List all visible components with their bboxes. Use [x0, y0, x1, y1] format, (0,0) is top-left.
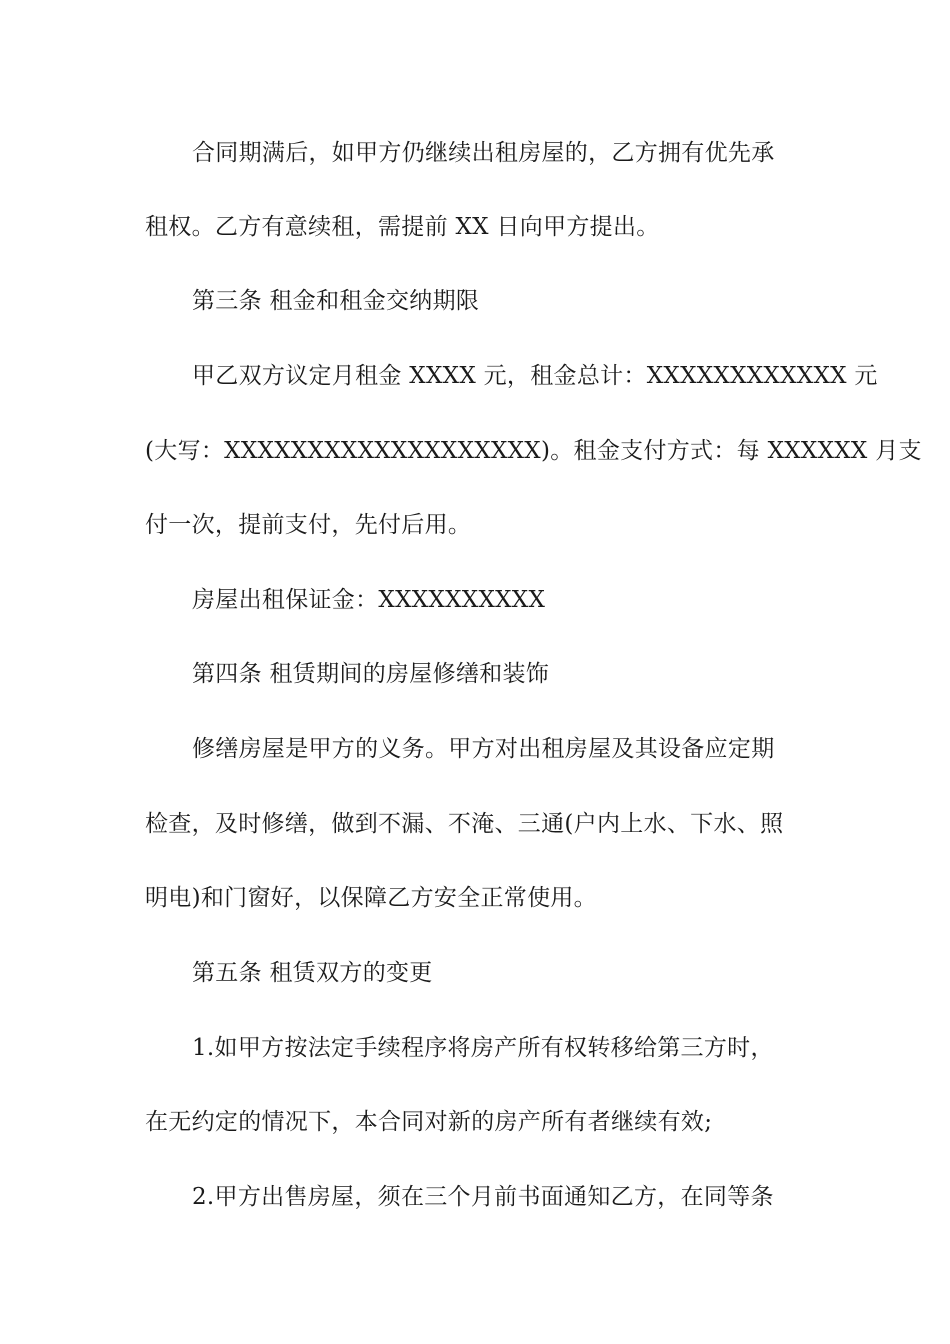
- section-heading: 第三条 租金和租金交纳期限: [192, 288, 480, 314]
- text-line: 在无约定的情况下，本合同对新的房产所有者继续有效;: [145, 1109, 713, 1135]
- text-line: 修缮房屋是甲方的义务。甲方对出租房屋及其设备应定期: [192, 736, 775, 762]
- text-line: 付一次，提前支付，先付后用。: [145, 512, 472, 538]
- section-heading: 第四条 租赁期间的房屋修缮和装饰: [192, 661, 550, 687]
- text-line: 1.如甲方按法定手续程序将房产所有权转移给第三方时，: [192, 1035, 774, 1061]
- text-line: 明电)和门窗好，以保障乙方安全正常使用。: [145, 885, 597, 911]
- text-line: 租权。乙方有意续租，需提前 XX 日向甲方提出。: [145, 214, 660, 240]
- text-line: 2.甲方出售房屋，须在三个月前书面通知乙方，在同等条: [192, 1184, 774, 1210]
- text-line: 甲乙双方议定月租金 XXXX 元，租金总计：XXXXXXXXXXXX 元: [192, 363, 878, 389]
- text-line: 合同期满后，如甲方仍继续出租房屋的，乙方拥有优先承: [192, 140, 775, 166]
- text-line: (大写：XXXXXXXXXXXXXXXXXXX)。租金支付方式：每 XXXXXX 月支: [145, 438, 922, 464]
- section-heading: 第五条 租赁双方的变更: [192, 960, 433, 986]
- text-line: 检查，及时修缮，做到不漏、不淹、三通(户内上水、下水、照: [145, 811, 784, 837]
- text-line: 房屋出租保证金：XXXXXXXXXX: [192, 587, 546, 613]
